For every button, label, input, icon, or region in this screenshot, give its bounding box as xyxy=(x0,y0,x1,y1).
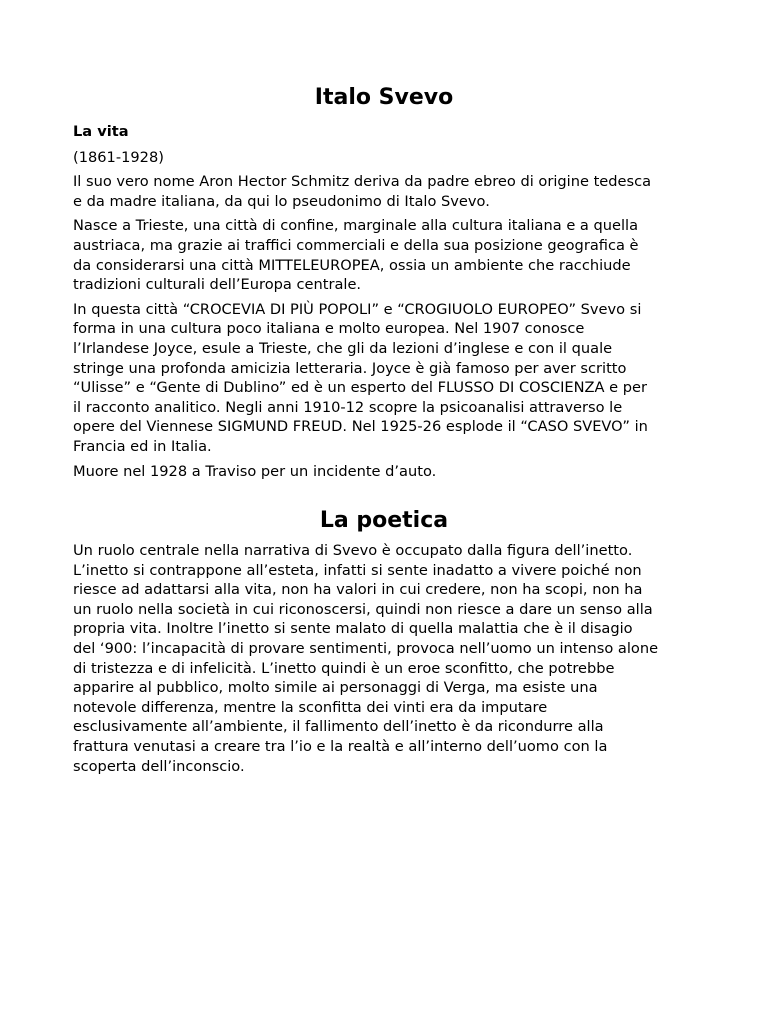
text-line: Muore nel 1928 a Traviso per un incidente d’auto. xyxy=(73,462,437,480)
text-line: stringe una profonda amicizia letteraria. Joyce è già famoso per aver scritto xyxy=(73,359,627,377)
text-line: un ruolo nella società in cui riconoscersi, quindi non riesce a dare un senso alla xyxy=(73,600,653,618)
text-line: Un ruolo centrale nella narrativa di Svevo è occupato dalla figura dell’inetto. xyxy=(73,542,633,560)
text-line: riesce ad adattarsi alla vita, non ha valori in cui credere, non ha scopi, non ha xyxy=(73,581,643,599)
text-line: scoperta dell’inconscio. xyxy=(73,757,245,775)
text-line: frattura venutasi a creare tra l’io e la realtà e all’interno dell’uomo con la xyxy=(73,738,608,756)
text-line: da considerarsi una città MITTELEUROPEA, ossia un ambiente che racchiude xyxy=(73,256,631,274)
vita-dates: (1861-1928) xyxy=(73,148,164,166)
text-line: opere del Viennese SIGMUND FREUD. Nel 1925-26 esplode il “CASO SVEVO” in xyxy=(73,418,648,436)
text-line: Nasce a Trieste, una città di confine, marginale alla cultura italiana e a quella xyxy=(73,217,639,235)
text-line: l’Irlandese Joyce, esule a Trieste, che gli da lezioni d’inglese e con il quale xyxy=(73,339,613,357)
vita-paragraph-1 xyxy=(73,172,695,211)
section-poetica xyxy=(73,541,695,776)
text-line: tradizioni culturali dell’Europa centrale. xyxy=(73,276,362,294)
poetica-paragraph-1 xyxy=(73,541,695,776)
text-line: notevole differenza, mentre la sconfitta dei vinti era da imputare xyxy=(73,698,548,716)
document-title: Italo Svevo xyxy=(314,85,454,110)
text-line: Francia ed in Italia. xyxy=(73,437,212,455)
text-line: “Ulisse” e “Gente di Dublino” ed è un esperto del FLUSSO DI COSCIENZA e per xyxy=(73,379,647,397)
text-line: e da madre italiana, da qui lo pseudonimo di Italo Svevo. xyxy=(73,192,490,210)
vita-paragraph-4 xyxy=(73,462,695,482)
text-line: apparire al pubblico, molto simile ai personaggi di Verga, ma esiste una xyxy=(73,679,598,697)
text-line: del ‘900: l’incapacità di provare sentimenti, provoca nell’uomo un intenso alone xyxy=(73,640,659,658)
text-line: austriaca, ma grazie ai traffici commerciali e della sua posizione geografica è xyxy=(73,236,639,254)
text-line: il racconto analitico. Negli anni 1910-12 scopre la psicoanalisi attraverso le xyxy=(73,398,623,416)
vita-paragraph-2 xyxy=(73,216,695,294)
text-line: propria vita. Inoltre l’inetto si sente malato di quella malattia che è il disagio xyxy=(73,620,633,638)
text-line: L’inetto si contrappone all’esteta, infatti si sente inadatto a vivere poiché non xyxy=(73,561,642,579)
vita-paragraph-3 xyxy=(73,300,695,457)
vita-heading: La vita xyxy=(73,123,129,140)
text-line: In questa città “CROCEVIA DI PIÙ POPOLI” e “CROGIUOLO EUROPEO” Svevo si xyxy=(73,300,642,318)
text-line: Il suo vero nome Aron Hector Schmitz deriva da padre ebreo di origine tedesca xyxy=(73,173,652,191)
section-vita xyxy=(73,122,695,481)
text-line: di tristezza e di infelicità. L’inetto quindi è un eroe sconfitto, che potrebbe xyxy=(73,659,615,677)
document-page xyxy=(73,84,695,781)
text-line: esclusivamente all’ambiente, il fallimento dell’inetto è da ricondurre alla xyxy=(73,718,604,736)
text-line: forma in una cultura poco italiana e molto europea. Nel 1907 conosce xyxy=(73,320,585,338)
poetica-heading: La poetica xyxy=(319,508,449,534)
